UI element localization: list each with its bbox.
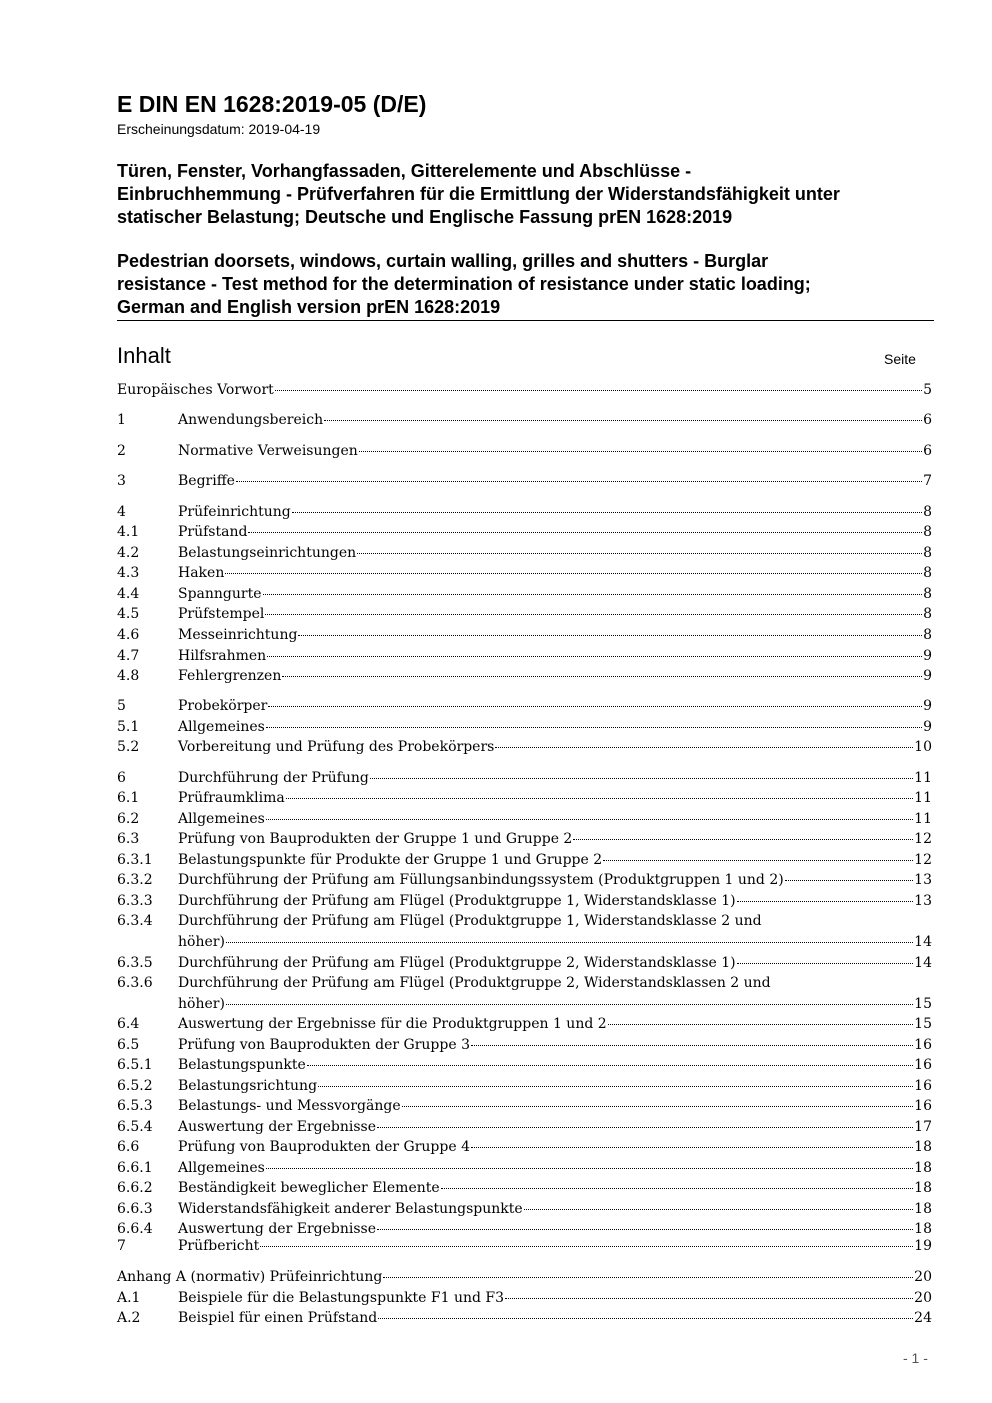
toc-entry-number: 6.6.1	[117, 1160, 153, 1176]
toc-entry-title: Normative Verweisungen	[178, 443, 358, 459]
toc-entry-page: 15	[914, 1016, 932, 1032]
toc-entry-page: 14	[914, 955, 932, 971]
title-line: statischer Belastung; Deutsche und Englische Fassung prEN 1628:2019	[117, 207, 733, 227]
toc-entry[interactable]	[117, 698, 932, 719]
toc-entry-title: Spanngurte	[178, 586, 262, 602]
title-line: Pedestrian doorsets, windows, curtain walling, grilles and shutters - Burglar	[117, 251, 769, 271]
toc-entry-page: 16	[914, 1098, 932, 1114]
toc-entry[interactable]	[117, 1119, 932, 1140]
german-title	[117, 160, 937, 229]
title-line: Einbruchhemmung - Prüfverfahren für die Ermittlung der Widerstandsfähigkeit unter	[117, 184, 840, 204]
toc-entry-number: 6	[117, 770, 126, 786]
toc-entry[interactable]	[117, 648, 932, 669]
english-title	[117, 250, 937, 319]
toc-entry-title: Belastungspunkte für Produkte der Gruppe 1 und Gruppe 2	[178, 852, 603, 868]
toc-leader-dots	[248, 532, 922, 533]
toc-entry[interactable]	[117, 1201, 932, 1222]
toc-entry-number: 6.3.3	[117, 893, 153, 909]
toc-entry-title: Prüfung von Bauprodukten der Gruppe 4	[178, 1139, 470, 1155]
toc-entry-page: 8	[923, 545, 932, 561]
toc-entry-title: Fehlergrenzen	[178, 668, 282, 684]
toc-entry-page: 13	[914, 872, 932, 888]
toc-entry-title: Begriffe	[178, 473, 235, 489]
toc-entry[interactable]	[117, 739, 932, 760]
toc-entry-title: Auswertung der Ergebnisse	[178, 1119, 377, 1135]
toc-entry[interactable]	[117, 1290, 932, 1311]
toc-entry-title: Widerstandsfähigkeit anderer Belastungspunkte	[178, 1201, 523, 1217]
toc-entry-title: Beispiel für einen Prüfstand	[178, 1310, 378, 1326]
title-line: resistance - Test method for the determination of resistance under static loading;	[117, 274, 811, 294]
toc-entry-title: Belastungspunkte	[178, 1057, 306, 1073]
toc-leader-dots	[225, 573, 922, 574]
toc-entry-page: 12	[914, 831, 932, 847]
toc-leader-dots	[265, 614, 922, 615]
toc-entry-title: Durchführung der Prüfung am Flügel (Produktgruppe 2, Widerstandsklassen 2 und	[178, 975, 771, 991]
toc-page-column-label: Seite	[884, 351, 916, 367]
toc-entry-title-continued: höher)	[178, 934, 225, 950]
toc-entry-page: 6	[923, 443, 932, 459]
toc-entry-title: Durchführung der Prüfung am Füllungsanbindungssystem (Produktgruppen 1 und 2)	[178, 872, 784, 888]
toc-entry[interactable]	[117, 1016, 932, 1037]
toc-entry[interactable]	[117, 524, 932, 545]
toc-leader-dots	[226, 1004, 913, 1005]
toc-entry-title: Probekörper	[178, 698, 268, 714]
toc-entry-page: 6	[923, 412, 932, 428]
toc-entry-page: 8	[923, 524, 932, 540]
toc-entry-page: 17	[914, 1119, 932, 1135]
toc-leader-dots	[359, 451, 922, 452]
toc-leader-dots	[402, 1106, 914, 1107]
toc-entry-continuation[interactable]	[117, 996, 932, 1017]
toc-leader-dots	[471, 1045, 913, 1046]
toc-entry-page: 18	[914, 1139, 932, 1155]
toc-entry-number: 6.5.3	[117, 1098, 153, 1114]
toc-leader-dots	[275, 390, 922, 391]
toc-leader-dots	[785, 880, 913, 881]
toc-entry-number: 4.5	[117, 606, 140, 622]
toc-entry-number: 6.3.1	[117, 852, 153, 868]
toc-entry-page: 8	[923, 606, 932, 622]
toc-entry-number: 6.6.2	[117, 1180, 153, 1196]
toc-leader-dots	[471, 1147, 913, 1148]
toc-entry[interactable]	[117, 565, 932, 586]
toc-entry-title: Prüfraumklima	[178, 790, 285, 806]
toc-entry-number: 6.5	[117, 1037, 140, 1053]
toc-entry-number: 5.1	[117, 719, 140, 735]
toc-entry-title: Belastungsrichtung	[178, 1078, 318, 1094]
toc-leader-dots	[357, 553, 922, 554]
toc-leader-dots	[298, 635, 922, 636]
toc-entry[interactable]	[117, 1078, 932, 1099]
toc-entry[interactable]	[117, 606, 932, 627]
toc-leader-dots	[266, 819, 913, 820]
toc-entry-number: A.1	[117, 1290, 141, 1306]
toc-entry-title: Auswertung der Ergebnisse für die Produktgruppen 1 und 2	[178, 1016, 607, 1032]
toc-entry[interactable]	[117, 1269, 932, 1290]
toc-entry-page: 16	[914, 1057, 932, 1073]
toc-entry-page: 8	[923, 627, 932, 643]
toc-entry-title: Durchführung der Prüfung	[178, 770, 369, 786]
toc-leader-dots	[495, 747, 913, 748]
toc-entry-page: 18	[914, 1160, 932, 1176]
toc-leader-dots	[266, 1168, 913, 1169]
toc-entry-number: A.2	[117, 1310, 141, 1326]
toc-entry-number: 4.6	[117, 627, 140, 643]
toc-leader-dots	[441, 1188, 914, 1189]
toc-leader-dots	[318, 1086, 913, 1087]
toc-leader-dots	[383, 1277, 913, 1278]
toc-entry-title: Vorbereitung und Prüfung des Probekörpers	[178, 739, 495, 755]
toc-leader-dots	[378, 1318, 913, 1319]
toc-entry-page: 18	[914, 1201, 932, 1217]
toc-entry[interactable]	[117, 545, 932, 566]
page-number: - 1 -	[903, 1350, 928, 1366]
toc-entry-page: 11	[914, 811, 932, 827]
toc-entry[interactable]	[117, 504, 932, 525]
toc-entry-page: 16	[914, 1037, 932, 1053]
toc-entry-title: Anwendungsbereich	[178, 412, 324, 428]
toc-entry-number: 6.5.1	[117, 1057, 153, 1073]
toc-entry[interactable]	[117, 668, 932, 689]
toc-leader-dots	[573, 839, 913, 840]
toc-entry-title: Messeinrichtung	[178, 627, 298, 643]
toc-entry-number: 6.5.4	[117, 1119, 153, 1135]
toc-entry-title: Europäisches Vorwort	[117, 382, 274, 398]
toc-entry-page: 9	[923, 719, 932, 735]
toc-entry[interactable]	[117, 975, 932, 996]
toc-entry-number: 6.4	[117, 1016, 140, 1032]
toc-entry-number: 4.8	[117, 668, 140, 684]
toc-leader-dots	[377, 1127, 913, 1128]
toc-leader-dots	[377, 1229, 913, 1230]
toc-entry-number: 6.5.2	[117, 1078, 153, 1094]
toc-entry[interactable]	[117, 1310, 932, 1331]
toc-entry-number: 7	[117, 1238, 126, 1254]
toc-entry-page: 18	[914, 1180, 932, 1196]
toc-leader-dots	[324, 420, 922, 421]
toc-leader-dots	[286, 798, 913, 799]
toc-entry-page: 9	[923, 648, 932, 664]
toc-entry[interactable]	[117, 852, 932, 873]
toc-entry-number: 2	[117, 443, 126, 459]
toc-entry-page: 13	[914, 893, 932, 909]
toc-entry-page: 12	[914, 852, 932, 868]
title-line: German and English version prEN 1628:2019	[117, 297, 501, 317]
toc-entry-page: 11	[914, 790, 932, 806]
toc-entry-number: 6.3.6	[117, 975, 153, 991]
toc-entry-title: Prüfung von Bauprodukten der Gruppe 3	[178, 1037, 470, 1053]
toc-entry-page: 9	[923, 698, 932, 714]
toc-entry-number: 6.3.2	[117, 872, 153, 888]
toc-entry-title: Haken	[178, 565, 225, 581]
toc-entry[interactable]	[117, 770, 932, 791]
toc-entry-number: 1	[117, 412, 126, 428]
toc-entry-page: 14	[914, 934, 932, 950]
toc-entry-number: 6.1	[117, 790, 140, 806]
toc-entry-page: 9	[923, 668, 932, 684]
toc-entry-title: Allgemeines	[178, 1160, 265, 1176]
toc-entry-title: Allgemeines	[178, 719, 265, 735]
toc-entry-title: Anhang A (normativ) Prüfeinrichtung	[117, 1269, 383, 1285]
toc-entry-number: 6.6.3	[117, 1201, 153, 1217]
toc-entry-number: 5	[117, 698, 126, 714]
toc-entry[interactable]	[117, 811, 932, 832]
toc-entry-title: Allgemeines	[178, 811, 265, 827]
toc-leader-dots	[260, 1246, 913, 1247]
toc-entry-page: 10	[914, 739, 932, 755]
toc-entry[interactable]	[117, 586, 932, 607]
toc-leader-dots	[263, 594, 923, 595]
toc-entry[interactable]	[117, 473, 932, 494]
toc-entry-number: 4.3	[117, 565, 140, 581]
toc-leader-dots	[236, 481, 922, 482]
toc-entry[interactable]	[117, 913, 932, 934]
toc-leader-dots	[737, 963, 914, 964]
toc-entry-page: 20	[914, 1290, 932, 1306]
toc-entry-title: Prüfstand	[178, 524, 248, 540]
toc-entry[interactable]	[117, 719, 932, 740]
toc-entry[interactable]	[117, 1238, 932, 1259]
toc-entry-page: 8	[923, 586, 932, 602]
toc-entry-number: 6.3.5	[117, 955, 153, 971]
toc-entry[interactable]	[117, 1037, 932, 1058]
toc-entry-title: Prüfstempel	[178, 606, 265, 622]
toc-entry-title: Durchführung der Prüfung am Flügel (Produktgruppe 1, Widerstandsklasse 1)	[178, 893, 736, 909]
toc-entry-page: 16	[914, 1078, 932, 1094]
toc-entry-number: 6.2	[117, 811, 140, 827]
toc-entry-number: 6.3	[117, 831, 140, 847]
toc-entry-number: 5.2	[117, 739, 140, 755]
title-line: Türen, Fenster, Vorhangfassaden, Gitterelemente und Abschlüsse -	[117, 161, 692, 181]
toc-entry-title: Beispiele für die Belastungspunkte F1 und F3	[178, 1290, 505, 1306]
toc-entry-title: Prüfung von Bauprodukten der Gruppe 1 und Gruppe 2	[178, 831, 573, 847]
toc-entry-title: Durchführung der Prüfung am Flügel (Produktgruppe 2, Widerstandsklasse 1)	[178, 955, 736, 971]
toc-entry[interactable]	[117, 1057, 932, 1078]
toc-leader-dots	[505, 1298, 913, 1299]
toc-entry-page: 24	[914, 1310, 932, 1326]
toc-entry[interactable]	[117, 872, 932, 893]
toc-entry[interactable]	[117, 382, 932, 403]
toc-entry-title-continued: höher)	[178, 996, 225, 1012]
toc-leader-dots	[307, 1065, 913, 1066]
toc-entry-number: 4.4	[117, 586, 140, 602]
toc-entry[interactable]	[117, 955, 932, 976]
toc-entry-title: Belastungseinrichtungen	[178, 545, 357, 561]
toc-entry-number: 4.7	[117, 648, 140, 664]
toc-entry-number: 4	[117, 504, 126, 520]
toc-entry-title: Durchführung der Prüfung am Flügel (Produktgruppe 1, Widerstandsklasse 2 und	[178, 913, 762, 929]
toc-entry[interactable]	[117, 1139, 932, 1160]
toc-leader-dots	[737, 901, 914, 902]
toc-leader-dots	[292, 512, 922, 513]
publication-date: Erscheinungsdatum: 2019-04-19	[117, 121, 321, 137]
toc-entry[interactable]	[117, 831, 932, 852]
toc-entry-number: 6.6	[117, 1139, 140, 1155]
toc-entry-title: Auswertung der Ergebnisse	[178, 1221, 377, 1237]
toc-entry-number: 4.2	[117, 545, 140, 561]
toc-entry-number: 4.1	[117, 524, 140, 540]
toc-entry-page: 15	[914, 996, 932, 1012]
toc-entry-number: 6.3.4	[117, 913, 153, 929]
toc-entry-page: 18	[914, 1221, 932, 1237]
toc-leader-dots	[370, 778, 913, 779]
toc-entry-number: 3	[117, 473, 126, 489]
toc-entry-page: 19	[914, 1238, 932, 1254]
toc-entry[interactable]	[117, 627, 932, 648]
toc-entry-page: 20	[914, 1269, 932, 1285]
title-divider	[117, 320, 934, 321]
toc-entry-title: Belastungs- und Messvorgänge	[178, 1098, 401, 1114]
toc-entry-title: Beständigkeit beweglicher Elemente	[178, 1180, 440, 1196]
toc-entry-page: 7	[923, 473, 932, 489]
toc-entry-title: Hilfsrahmen	[178, 648, 267, 664]
toc-leader-dots	[267, 656, 922, 657]
toc-entry-page: 11	[914, 770, 932, 786]
toc-leader-dots	[226, 942, 913, 943]
toc-entry-number: 6.6.4	[117, 1221, 153, 1237]
toc-leader-dots	[524, 1209, 913, 1210]
toc-entry[interactable]	[117, 1180, 932, 1201]
toc-leader-dots	[608, 1024, 914, 1025]
toc-entry[interactable]	[117, 412, 932, 433]
toc-leader-dots	[268, 706, 922, 707]
toc-heading: Inhalt	[117, 343, 171, 368]
toc-entry-title: Prüfeinrichtung	[178, 504, 291, 520]
toc-entry[interactable]	[117, 790, 932, 811]
toc-entry[interactable]	[117, 1098, 932, 1119]
toc-leader-dots	[282, 676, 922, 677]
document-id: E DIN EN 1628:2019-05 (D/E)	[117, 91, 427, 117]
toc-entry-page: 8	[923, 504, 932, 520]
toc-leader-dots	[603, 860, 913, 861]
toc-entry[interactable]	[117, 1160, 932, 1181]
toc-leader-dots	[266, 727, 922, 728]
toc-entry-page: 8	[923, 565, 932, 581]
toc-entry-title: Prüfbericht	[178, 1238, 260, 1254]
toc-entry-continuation[interactable]	[117, 934, 932, 955]
toc-entry-page: 5	[923, 382, 932, 398]
toc-entry[interactable]	[117, 893, 932, 914]
toc-entry[interactable]	[117, 443, 932, 464]
